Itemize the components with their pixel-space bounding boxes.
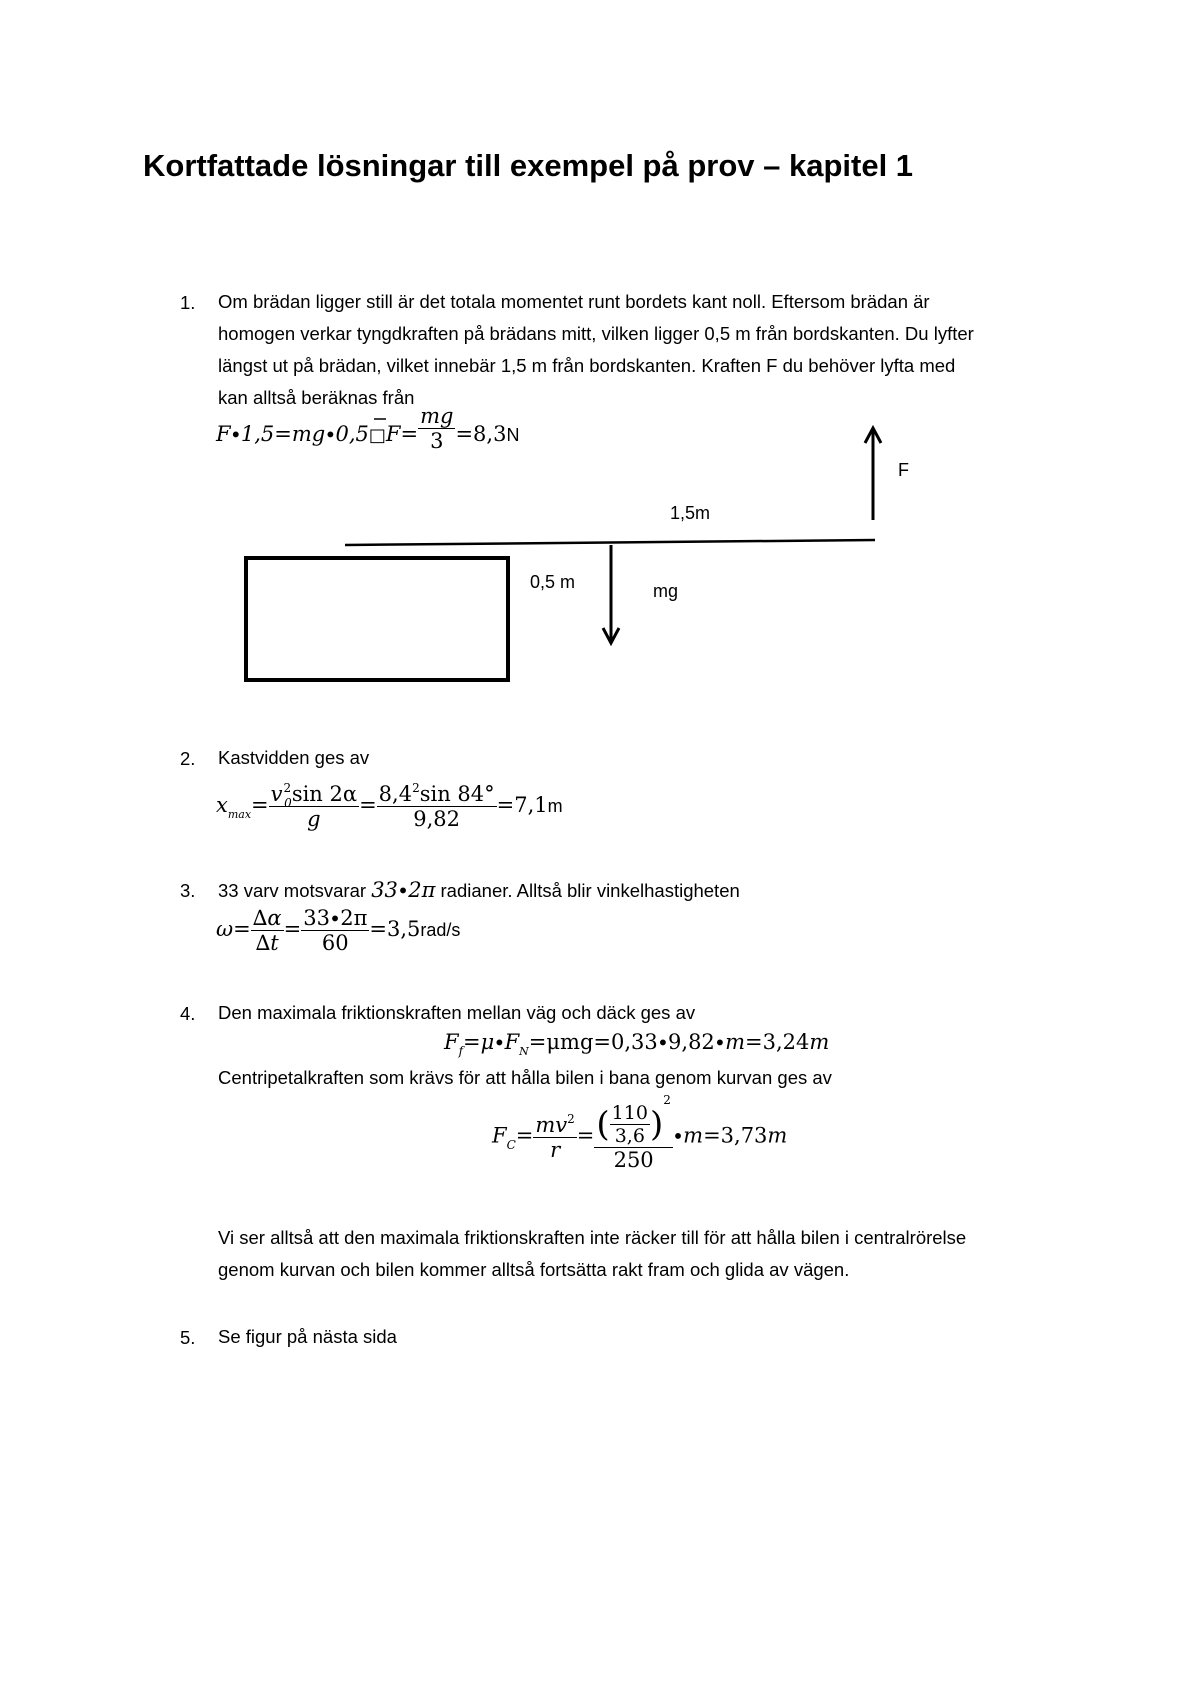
eq1-rhs: =8,3	[455, 422, 507, 446]
eq3-unit: rad/s	[420, 920, 461, 940]
eq4b-eq2: =	[576, 1123, 595, 1148]
label-F: F	[898, 460, 909, 480]
eq3-num2: 33∙2π	[303, 906, 368, 930]
eq4a-FN: F	[504, 1030, 520, 1054]
item-2-equation	[216, 782, 563, 831]
eq4b-fraction-2	[594, 1093, 672, 1172]
label-0-5m: 0,5 m	[530, 572, 576, 592]
eq3-eq2: =	[283, 917, 302, 941]
eq4a-F-sub: f	[458, 1044, 464, 1058]
eq4a-m: m	[725, 1030, 746, 1054]
eq3-fraction-2	[301, 906, 369, 955]
item-1-line-3: längst ut på brädan, vilket innebär 1,5 m från bordskanten. Kraften F du behöver lyfta med	[218, 355, 956, 376]
eq2-num1-rest: sin 2α	[291, 782, 358, 806]
eq4b-num1-sup: 2	[567, 1111, 575, 1126]
item-5-number: 5.	[180, 1327, 196, 1348]
eq4b-res: =3,73	[703, 1123, 768, 1148]
eq1-den: 3	[418, 428, 455, 453]
eq4a-mid: =μ∙	[463, 1030, 505, 1054]
eq4b-power: 2	[663, 1093, 671, 1107]
eq4b-inner-num: 110	[611, 1102, 648, 1124]
eq2-v-sub: 0	[284, 796, 292, 810]
item-1-line-2: homogen verkar tyngdkraften på brädans mitt, vilken ligger 0,5 m från bordskanten. Du lyfter	[218, 323, 974, 344]
eq2-x: x	[216, 793, 228, 817]
eq4b-F-sub: C	[506, 1137, 516, 1152]
eq2-num2-a: 8,4	[378, 782, 413, 806]
eq4b-fraction-1	[533, 1113, 576, 1162]
label-mg: mg	[653, 581, 679, 601]
eq1-mid: F=	[385, 422, 419, 446]
board-line	[345, 540, 875, 545]
item-4-conclusion-line-1: Vi ser alltså att den maximala friktionskraften inte räcker till för att hålla bilen i centralrörelse	[218, 1227, 967, 1248]
eq2-fraction-2	[377, 782, 497, 831]
item-4-conclusion	[218, 1222, 1118, 1286]
item-3-text	[218, 874, 740, 907]
eq2-den2: 9,82	[377, 806, 497, 831]
eq4a-rest: =μmg=0,33∙9,82∙	[528, 1030, 726, 1054]
item-4-equation-2	[492, 1093, 788, 1172]
eq4b-den1: r	[533, 1137, 576, 1162]
eq3-fraction-1	[251, 906, 284, 955]
eq2-num2-rest: sin 84°	[419, 782, 495, 806]
item-3-number: 3.	[180, 880, 196, 901]
eq4a-F: F	[444, 1030, 459, 1054]
eq4a-FN-sub: N	[519, 1045, 529, 1058]
page-title: Kortfattade lösningar till exempel på prov – kapitel 1	[143, 148, 914, 183]
eq3-rhs: =3,5	[369, 917, 421, 941]
eq2-fraction-1	[269, 782, 359, 831]
eq2-den1: g	[269, 806, 359, 831]
eq4b-paren-left: (	[596, 1104, 610, 1145]
label-1-5m: 1,5m	[670, 503, 711, 523]
item-3-equation	[216, 906, 460, 955]
eq3-num1: ∆α	[252, 906, 282, 930]
eq4b-inner-fraction	[610, 1102, 650, 1147]
item-1-number: 1.	[180, 292, 196, 313]
item-3-text-before: 33 varv motsvarar	[218, 880, 367, 901]
item-5-text: Se figur på nästa sida	[218, 1326, 397, 1347]
eq3-den1: ∆t	[251, 930, 284, 955]
eq1-num: mg	[420, 404, 454, 428]
eq4b-paren-right: )	[649, 1104, 664, 1145]
eq2-eq1: =	[251, 793, 269, 817]
item-3-text-after: radianer. Alltså blir vinkelhastigheten	[440, 880, 740, 901]
eq2-v: v	[270, 782, 283, 806]
eq4a-res: =3,24	[745, 1030, 810, 1054]
eq2-rhs: =7,1	[496, 793, 548, 817]
item-4-text-1: Den maximala friktionskraften mellan väg och däck ges av	[218, 1002, 696, 1023]
item-2-number: 2.	[180, 748, 196, 769]
eq4b-dot: ∙	[672, 1123, 684, 1148]
eq4b-m2: m	[767, 1123, 788, 1148]
eq1-box: □	[368, 425, 386, 446]
eq2-v-sup: 2	[283, 781, 292, 795]
eq2-x-sub: max	[227, 808, 252, 821]
item-4-number: 4.	[180, 1003, 196, 1024]
eq2-eq2: =	[359, 793, 377, 817]
eq4b-m: m	[683, 1123, 704, 1148]
eq4b-num1: mv	[535, 1112, 568, 1137]
item-1-line-4: kan alltså beräknas från	[218, 387, 415, 408]
eq2-num2-sup: 2	[412, 781, 420, 795]
eq4b-eq1: =	[515, 1123, 534, 1148]
item-4-equation-1	[444, 1030, 830, 1058]
eq4b-den2: 250	[594, 1147, 672, 1172]
eq4a-m2: m	[809, 1030, 830, 1054]
eq4b-inner-den: 3,6	[610, 1124, 650, 1147]
eq1-lhs: F∙1,5=mg∙0,5	[216, 422, 369, 446]
eq3-lhs: ω=	[216, 917, 251, 941]
item-3-inline-math: 33∙2π	[371, 878, 436, 902]
eq4b-F: F	[492, 1123, 507, 1148]
table-box	[246, 558, 508, 680]
eq2-unit: m	[547, 796, 563, 816]
item-4-conclusion-line-2: genom kurvan och bilen kommer alltså fortsätta rakt fram och glida av vägen.	[218, 1259, 850, 1280]
eq1-unit: N	[506, 425, 520, 445]
item-1-line-1: Om brädan ligger still är det totala momentet runt bordets kant noll. Eftersom brädan är	[218, 291, 930, 312]
item-2-text: Kastvidden ges av	[218, 747, 370, 768]
eq3-den2: 60	[301, 930, 369, 955]
item-4-text-2: Centripetalkraften som krävs för att hålla bilen i bana genom kurvan ges av	[218, 1067, 832, 1088]
